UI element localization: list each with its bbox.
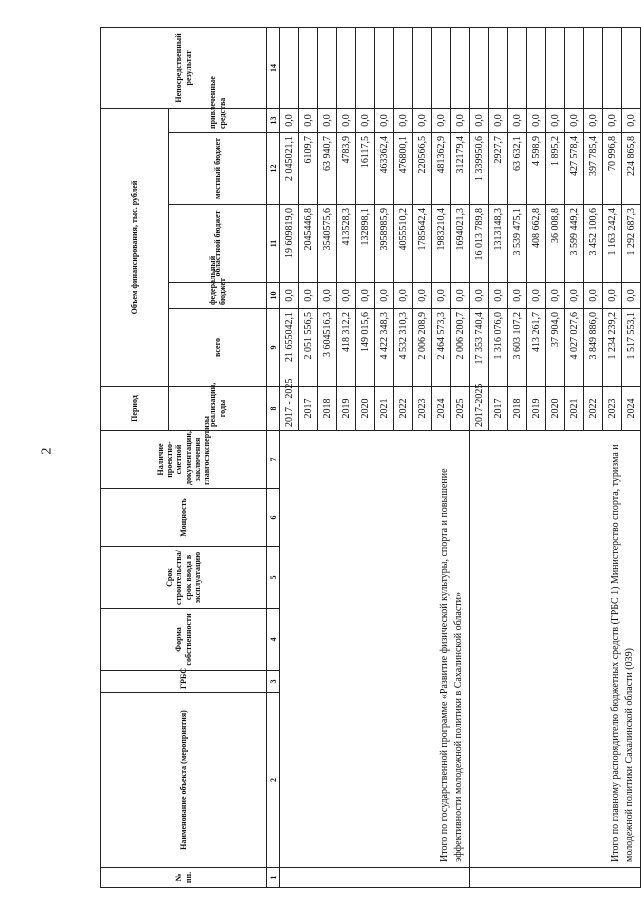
row-number-cell — [470, 868, 641, 888]
local-cell: 476800,1 — [394, 133, 413, 205]
rotated-table-container — [100, 28, 640, 888]
other-cell: 0,0 — [546, 108, 565, 132]
column-number: 10 — [267, 283, 280, 309]
header-result: Непосредственный результат — [101, 27, 267, 108]
column-number: 2 — [267, 693, 280, 868]
total-cell: 17 353 740,4 — [470, 309, 489, 387]
regional-cell: 1694021,3 — [451, 205, 470, 283]
year-cell: 2017-2025 — [470, 387, 489, 431]
financing-table — [100, 27, 641, 888]
year-cell: 2019 — [527, 387, 546, 431]
total-cell: 4 027 027,6 — [565, 309, 584, 387]
header-financing: Объем финансирования, тыс. рублей — [101, 108, 169, 386]
result-cell — [565, 27, 584, 108]
federal-cell: 0,0 — [280, 283, 299, 309]
regional-cell: 36 008,8 — [546, 205, 565, 283]
column-number-row — [267, 27, 280, 887]
local-cell: 481362,9 — [432, 133, 451, 205]
total-cell: 21 655042,1 — [280, 309, 299, 387]
column-number: 9 — [267, 309, 280, 387]
federal-cell: 0,0 — [394, 283, 413, 309]
other-cell: 0,0 — [527, 108, 546, 132]
local-cell: 16117,5 — [356, 133, 375, 205]
federal-cell: 0,0 — [432, 283, 451, 309]
header-other: привлеченные средства — [169, 108, 267, 132]
result-cell — [527, 27, 546, 108]
result-cell — [375, 27, 394, 108]
result-cell — [337, 27, 356, 108]
year-cell: 2017 — [489, 387, 508, 431]
federal-cell: 0,0 — [565, 283, 584, 309]
year-cell: 2020 — [356, 387, 375, 431]
other-cell: 0,0 — [622, 108, 641, 132]
federal-cell: 0,0 — [584, 283, 603, 309]
regional-cell: 16 013 789,8 — [470, 205, 489, 283]
header-construction-period: Срок строительства/срок ввода в эксплуатацию — [101, 547, 267, 609]
year-cell: 2017 — [299, 387, 318, 431]
regional-cell: 2045446,8 — [299, 205, 318, 283]
column-number: 5 — [267, 547, 280, 609]
header-ownership: Форма собственности — [101, 609, 267, 671]
column-number: 3 — [267, 671, 280, 693]
other-cell: 0,0 — [565, 108, 584, 132]
year-cell: 2024 — [432, 387, 451, 431]
regional-cell: 1313148,3 — [489, 205, 508, 283]
other-cell: 0,0 — [489, 108, 508, 132]
result-cell — [603, 27, 622, 108]
local-cell: 4 598,9 — [527, 133, 546, 205]
result-cell — [394, 27, 413, 108]
year-cell: 2018 — [318, 387, 337, 431]
column-number: 14 — [267, 27, 280, 108]
result-cell — [299, 27, 318, 108]
header-capacity: Мощность — [101, 489, 267, 547]
total-cell: 3 849 886,0 — [584, 309, 603, 387]
local-cell: 220566,5 — [413, 133, 432, 205]
result-cell — [584, 27, 603, 108]
year-cell: 2022 — [394, 387, 413, 431]
federal-cell: 0,0 — [413, 283, 432, 309]
other-cell: 0,0 — [432, 108, 451, 132]
column-number: 13 — [267, 108, 280, 132]
total-cell: 2 464 573,3 — [432, 309, 451, 387]
regional-cell: 1983210,4 — [432, 205, 451, 283]
other-cell: 0,0 — [280, 108, 299, 132]
other-cell: 0,0 — [394, 108, 413, 132]
result-cell — [413, 27, 432, 108]
table-row — [470, 27, 489, 887]
other-cell: 0,0 — [375, 108, 394, 132]
local-cell: 70 996,8 — [603, 133, 622, 205]
federal-cell: 0,0 — [508, 283, 527, 309]
header-total: всего — [169, 309, 267, 387]
header-period: Период — [101, 387, 169, 431]
other-cell: 0,0 — [584, 108, 603, 132]
local-cell: 1 895,2 — [546, 133, 565, 205]
column-number: 11 — [267, 205, 280, 283]
column-number: 8 — [267, 387, 280, 431]
other-cell: 0,0 — [299, 108, 318, 132]
result-cell — [356, 27, 375, 108]
local-cell: 2927,7 — [489, 133, 508, 205]
year-cell: 2021 — [375, 387, 394, 431]
local-cell: 224 865,8 — [622, 133, 641, 205]
other-cell: 0,0 — [451, 108, 470, 132]
other-cell: 0,0 — [603, 108, 622, 132]
table-body — [280, 27, 641, 887]
federal-cell: 0,0 — [451, 283, 470, 309]
total-cell: 2 051 556,5 — [299, 309, 318, 387]
total-cell: 418 312,2 — [337, 309, 356, 387]
regional-cell: 3540575,6 — [318, 205, 337, 283]
local-cell: 63 940,7 — [318, 133, 337, 205]
column-number: 12 — [267, 133, 280, 205]
federal-cell: 0,0 — [622, 283, 641, 309]
federal-cell: 0,0 — [318, 283, 337, 309]
local-cell: 4783,9 — [337, 133, 356, 205]
result-cell — [318, 27, 337, 108]
federal-cell: 0,0 — [356, 283, 375, 309]
other-cell: 0,0 — [318, 108, 337, 132]
page-number: 2 — [39, 447, 55, 455]
header-federal: федеральный бюджет — [169, 283, 267, 309]
local-cell: 397 785,4 — [584, 133, 603, 205]
section-total-label: Итого по государственной программе «Развитие физической культуры, спорта и повышение эффективности молодежной политики в Сахалинской области» — [280, 431, 470, 868]
header-no: № пп. — [101, 868, 267, 888]
regional-cell: 408 662,8 — [527, 205, 546, 283]
local-cell: 2 045021,1 — [280, 133, 299, 205]
header-docs: Наличие проектно-сметной документации, заключения главгосэкспертизы — [101, 431, 267, 489]
regional-cell: 3958985,9 — [375, 205, 394, 283]
total-cell: 4 422 348,3 — [375, 309, 394, 387]
federal-cell: 0,0 — [375, 283, 394, 309]
column-number: 6 — [267, 489, 280, 547]
row-number-cell — [280, 868, 470, 888]
section-total-label: Итого по главному распорядителю бюджетных средств (ГРБС 1) Министерство спорта, туризма и молодежной политики Сахалинской области (039) — [470, 431, 641, 868]
federal-cell: 0,0 — [470, 283, 489, 309]
regional-cell: 19 609819,0 — [280, 205, 299, 283]
regional-cell: 413528,3 — [337, 205, 356, 283]
federal-cell: 0,0 — [603, 283, 622, 309]
other-cell: 0,0 — [508, 108, 527, 132]
regional-cell: 3 539 475,1 — [508, 205, 527, 283]
total-cell: 3 603 107,2 — [508, 309, 527, 387]
year-cell: 2024 — [622, 387, 641, 431]
result-cell — [622, 27, 641, 108]
local-cell: 463362,4 — [375, 133, 394, 205]
regional-cell: 132898,1 — [356, 205, 375, 283]
year-cell: 2023 — [413, 387, 432, 431]
header-name: Наименование объекта (мероприятия) — [101, 693, 267, 868]
year-cell: 2020 — [546, 387, 565, 431]
year-cell: 2018 — [508, 387, 527, 431]
other-cell: 0,0 — [337, 108, 356, 132]
regional-cell: 1785642,4 — [413, 205, 432, 283]
table-header — [101, 27, 280, 887]
year-cell: 2019 — [337, 387, 356, 431]
federal-cell: 0,0 — [527, 283, 546, 309]
local-cell: 427 578,4 — [565, 133, 584, 205]
total-cell: 37 904,0 — [546, 309, 565, 387]
header-period-sub: реализации, годы — [169, 387, 267, 431]
column-number: 7 — [267, 431, 280, 489]
total-cell: 1 316 076,0 — [489, 309, 508, 387]
regional-cell: 3 452 100,6 — [584, 205, 603, 283]
regional-cell: 1 163 242,4 — [603, 205, 622, 283]
header-local: местный бюджет — [169, 133, 267, 205]
other-cell: 0,0 — [356, 108, 375, 132]
result-cell — [508, 27, 527, 108]
total-cell: 2 006 200,7 — [451, 309, 470, 387]
column-number: 4 — [267, 609, 280, 671]
local-cell: 63 632,1 — [508, 133, 527, 205]
total-cell: 1 234 239,2 — [603, 309, 622, 387]
total-cell: 3 604516,3 — [318, 309, 337, 387]
local-cell: 1 339950,6 — [470, 133, 489, 205]
total-cell: 1 517 553,1 — [622, 309, 641, 387]
column-number: 1 — [267, 868, 280, 888]
regional-cell: 3 599 449,2 — [565, 205, 584, 283]
header-regional: областной бюджет — [169, 205, 267, 283]
total-cell: 2 006 208,9 — [413, 309, 432, 387]
total-cell: 413 261,7 — [527, 309, 546, 387]
other-cell: 0,0 — [413, 108, 432, 132]
year-cell: 2021 — [565, 387, 584, 431]
total-cell: 4 532 310,3 — [394, 309, 413, 387]
result-cell — [489, 27, 508, 108]
year-cell: 2017 - 2025 — [280, 387, 299, 431]
year-cell: 2022 — [584, 387, 603, 431]
total-cell: 149 015,6 — [356, 309, 375, 387]
result-cell — [432, 27, 451, 108]
result-cell — [546, 27, 565, 108]
federal-cell: 0,0 — [489, 283, 508, 309]
result-cell — [470, 27, 489, 108]
year-cell: 2023 — [603, 387, 622, 431]
header-grbs: ГРБС — [101, 671, 267, 693]
table-row — [280, 27, 299, 887]
result-cell — [280, 27, 299, 108]
federal-cell: 0,0 — [546, 283, 565, 309]
year-cell: 2025 — [451, 387, 470, 431]
federal-cell: 0,0 — [337, 283, 356, 309]
regional-cell: 1 292 687,3 — [622, 205, 641, 283]
other-cell: 0,0 — [470, 108, 489, 132]
federal-cell: 0,0 — [299, 283, 318, 309]
regional-cell: 4055510,2 — [394, 205, 413, 283]
local-cell: 312179,4 — [451, 133, 470, 205]
local-cell: 6109,7 — [299, 133, 318, 205]
result-cell — [451, 27, 470, 108]
